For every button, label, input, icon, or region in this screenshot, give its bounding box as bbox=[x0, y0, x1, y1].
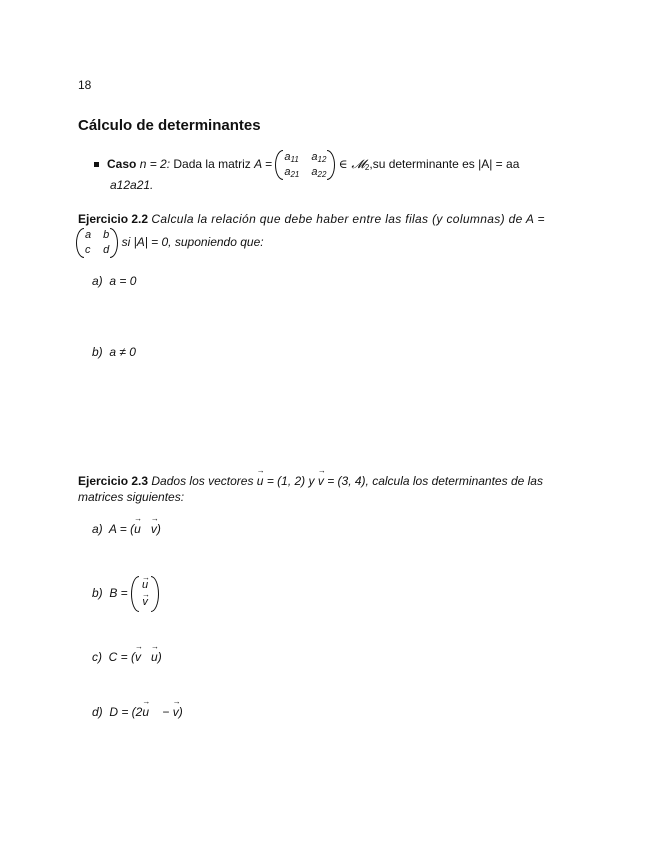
vector-v: → v bbox=[135, 650, 141, 664]
exercise-2-3-text-a: Dados los vectores bbox=[151, 474, 254, 488]
matrix-entry: $a_{21}$ bbox=[284, 165, 300, 179]
exercise-2-3-label: Ejercicio 2.3 bbox=[78, 474, 149, 488]
caso-space-sub: 2 bbox=[364, 163, 370, 172]
section-title: Cálculo de determinantes bbox=[78, 117, 261, 134]
item-text: A = ( bbox=[108, 522, 135, 536]
item-text: B = bbox=[109, 586, 128, 601]
matrix-entry: b bbox=[103, 229, 110, 241]
matrix-entry: c bbox=[85, 244, 91, 256]
item-text: C = ( bbox=[108, 650, 136, 664]
item-label: c) bbox=[92, 650, 102, 664]
matrix-entry: a bbox=[85, 229, 92, 241]
caso-in-space: ∈ 𝓜 bbox=[338, 157, 365, 171]
exercise-2-3-line1 bbox=[78, 474, 564, 488]
item-label: d) bbox=[92, 705, 103, 719]
item-text: D = (2 bbox=[109, 705, 143, 719]
item-text: a = 0 bbox=[109, 274, 137, 288]
matrix-entry: $a_{22}$ bbox=[311, 165, 327, 179]
exercise-2-3-item-a bbox=[92, 522, 161, 536]
caso-text2: ,su determinante es |A| = a bbox=[369, 157, 513, 171]
close-paren: ) bbox=[156, 522, 161, 536]
exercise-2-3-item-b bbox=[92, 576, 159, 612]
vector-v: → v bbox=[173, 705, 179, 719]
vector-v: → v bbox=[142, 596, 148, 609]
matrix-entry: $a_{11}$ bbox=[284, 150, 299, 164]
exercise-2-3-column-matrix bbox=[131, 576, 159, 612]
exercise-2-3-v-def: = (3, 4), calcula los determinantes de las bbox=[327, 474, 543, 488]
exercise-2-2-line2 bbox=[76, 228, 264, 258]
caso-a-eq: A = bbox=[254, 157, 273, 171]
item-label: b) bbox=[92, 586, 103, 601]
vector-u: → u bbox=[142, 579, 148, 592]
vector-u: → u bbox=[257, 474, 264, 488]
close-paren: ) bbox=[178, 705, 183, 719]
exercise-2-3-item-c bbox=[92, 650, 162, 664]
caso-formula-line2: a12a21. bbox=[110, 178, 154, 192]
caso-text1: Dada la matriz bbox=[173, 157, 251, 171]
item-label: a) bbox=[92, 522, 103, 536]
exercise-2-2-condition: si |A| = 0, suponiendo que: bbox=[121, 235, 264, 250]
exercise-2-3-item-d bbox=[92, 705, 183, 719]
vector-u: → u bbox=[134, 522, 141, 536]
matrix-entry: $a_{12}$ bbox=[311, 150, 327, 164]
exercise-2-3-u-def: = (1, 2) y bbox=[266, 474, 315, 488]
vector-v: → v bbox=[151, 522, 157, 536]
minus-sign: − bbox=[162, 705, 170, 719]
vector-v: → v bbox=[318, 474, 324, 488]
caso-condition: n = 2: bbox=[139, 157, 171, 171]
vector-u: → u bbox=[151, 650, 158, 664]
matrix-entry: d bbox=[103, 244, 110, 256]
exercise-2-2-item-b bbox=[92, 345, 136, 359]
vector-u: → u bbox=[142, 705, 149, 719]
exercise-2-2-label: Ejercicio 2.2 bbox=[78, 212, 149, 226]
exercise-2-2-matrix bbox=[76, 228, 118, 258]
bullet-icon bbox=[94, 162, 99, 167]
caso-label: Caso bbox=[107, 157, 137, 171]
caso-matrix bbox=[275, 150, 335, 180]
item-label: b) bbox=[92, 345, 103, 359]
exercise-2-2-item-a bbox=[92, 274, 136, 288]
exercise-2-3-line2: matrices siguientes: bbox=[78, 490, 185, 504]
exercise-2-2-text: Calcula la relación que debe haber entre las filas (y columnas) de A = bbox=[151, 212, 545, 226]
caso-formula-tail: a bbox=[512, 157, 520, 171]
close-paren: ) bbox=[157, 650, 162, 664]
item-label: a) bbox=[92, 274, 103, 288]
page-number: 18 bbox=[78, 78, 92, 92]
exercise-2-2-line1 bbox=[78, 212, 564, 226]
item-text: a ≠ 0 bbox=[109, 345, 136, 359]
caso-line bbox=[94, 149, 519, 180]
